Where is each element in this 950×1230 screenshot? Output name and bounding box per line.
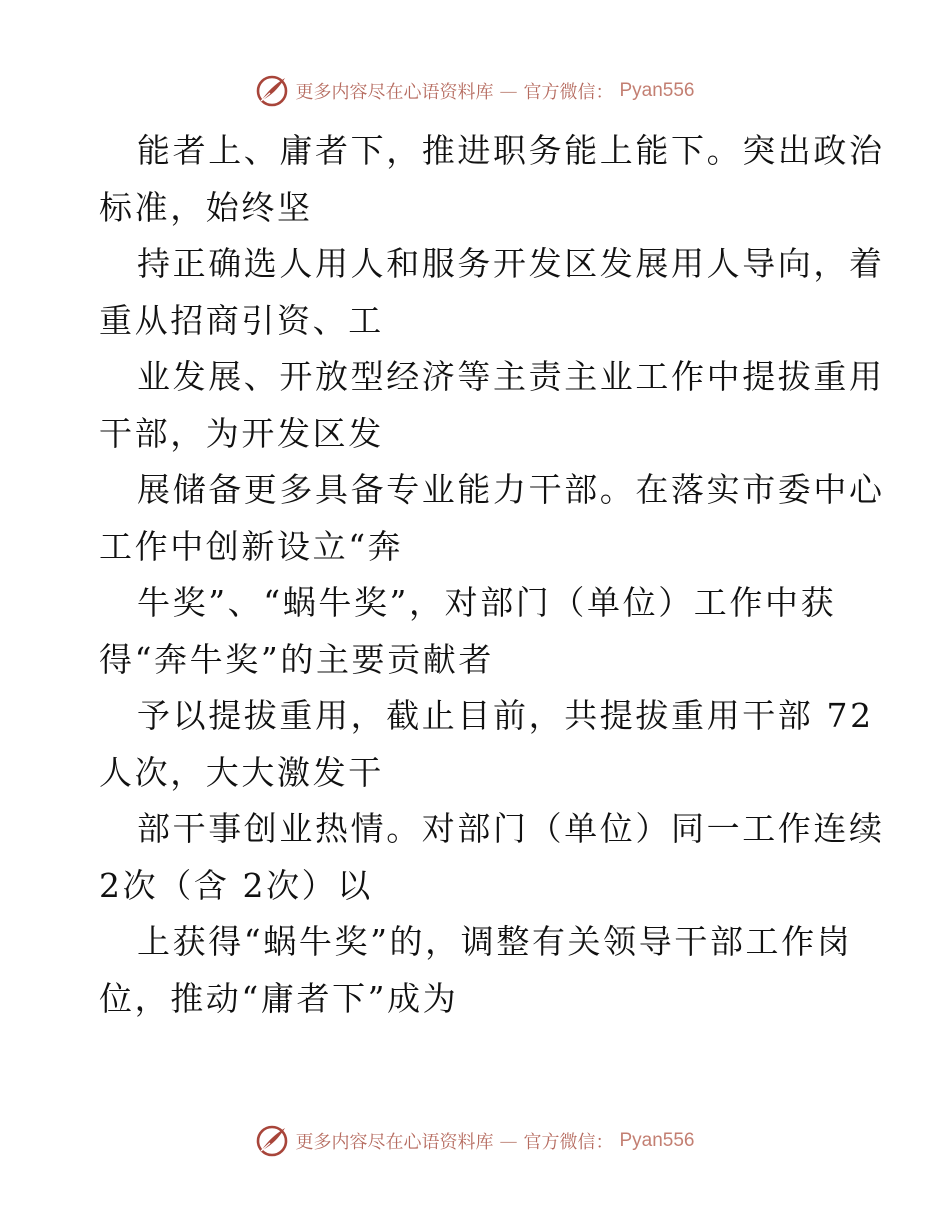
paragraph (99, 349, 885, 462)
paragraph-line: 部干事创业热情。对部门（单位）同一工作连续 (137, 809, 885, 848)
watermark-site-text: 更多内容尽在心语资料库 (295, 1132, 494, 1153)
footer-watermark (0, 1121, 950, 1161)
paragraph (99, 575, 859, 688)
paragraph-line: 上获得“蜗牛奖”的，调整有关领导干部工作岗 (137, 922, 853, 961)
watermark-site-text: 更多内容尽在心语资料库 (295, 82, 494, 103)
watermark-wechat-label: 官方微信： (523, 82, 614, 103)
paragraph (99, 123, 885, 236)
paragraph (99, 914, 859, 1027)
paragraph-line: 展储备更多具备专业能力干部。在落实市委中心 (137, 470, 885, 509)
paragraph-line: 人次，大大激发干 (99, 752, 384, 792)
paragraph-line: 位，推动“庸者下”成为 (99, 978, 459, 1018)
document-body (99, 123, 885, 1027)
paragraph-line: 重从招商引资、工 (99, 300, 384, 340)
paragraph-line: 2次（含 2次）以 (99, 865, 373, 905)
quill-circle-logo-icon (255, 74, 289, 108)
paragraph-line: 业发展、开放型经济等主责主业工作中提拔重用 (137, 357, 885, 396)
paragraph-line: 持正确选人用人和服务开发区发展用人导向，着 (137, 244, 885, 283)
watermark-separator: — (499, 80, 518, 102)
paragraph-line: 予以提拔重用，截止目前，共提拔重用干部 72 (137, 696, 874, 735)
paragraph (99, 236, 885, 349)
quill-circle-logo-icon (255, 1124, 289, 1158)
watermark-separator: — (499, 1130, 518, 1152)
paragraph-line: 干部，为开发区发 (99, 413, 384, 453)
paragraph-line: 得“奔牛奖”的主要贡献者 (99, 639, 494, 679)
header-watermark (0, 71, 950, 111)
paragraph-line: 标准，始终坚 (99, 187, 313, 227)
paragraph (99, 462, 885, 575)
paragraph-line: 能者上、庸者下，推进职务能上能下。突出政治 (137, 131, 885, 170)
paragraph-line: 工作中创新设立“奔 (99, 526, 404, 566)
paragraph (99, 801, 885, 914)
paragraph (99, 688, 874, 801)
watermark-wechat-label: 官方微信： (523, 1132, 614, 1153)
paragraph-line: 牛奖”、“蜗牛奖”，对部门（单位）工作中获 (137, 583, 837, 622)
watermark-wechat-id: Pyan556 (619, 1130, 695, 1151)
watermark-wechat-id: Pyan556 (619, 80, 695, 101)
